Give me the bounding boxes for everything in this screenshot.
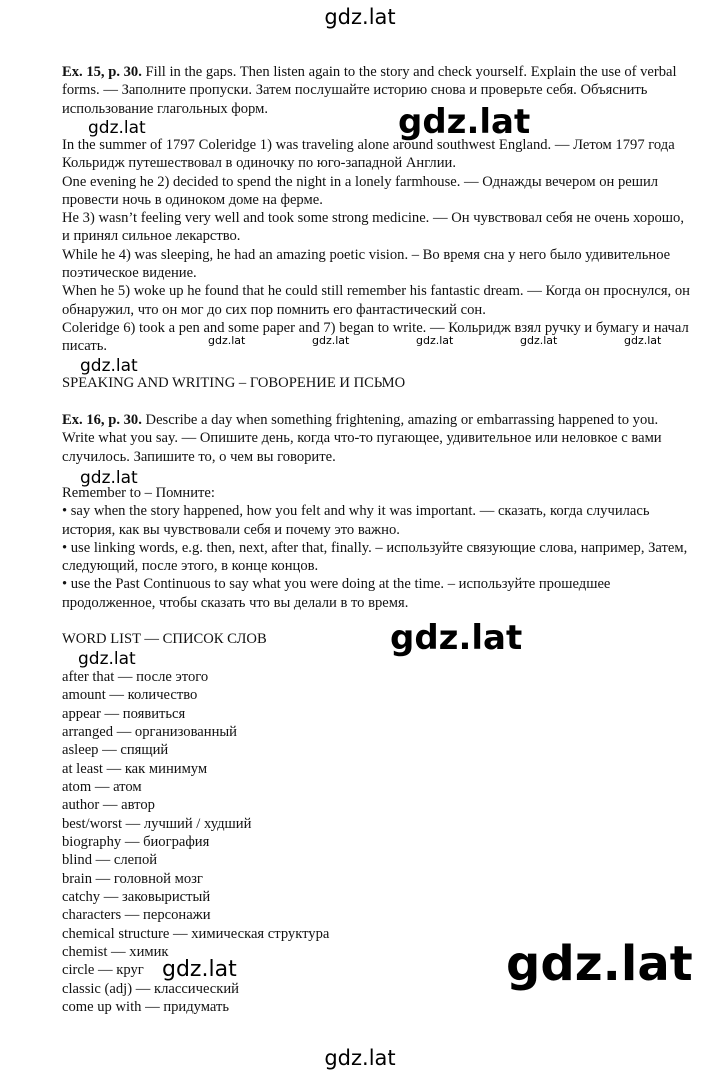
exercise-15-line: In the summer of 1797 Coleridge 1) was traveling alone around southwest England. — Летом 1797 года Кольридж путешествовал в одиночку по юго-западной Англии. [62,137,675,172]
remember-heading: Remember to – Помните: [62,485,215,501]
exercise-15-line: He 3) wasn’t feeling very well and took some strong medicine. — Он чувствовал себя не очень хорошо, и принял сильное лекарство. [62,210,684,245]
watermark-tiny: gdz.lat [624,334,662,347]
watermark-large: gdz.lat [398,102,531,142]
remember-bullet: • use linking words, e.g. then, next, after that, finally. – используйте связующие слова, например, Затем, следующий, после этого, в конце концов. [62,539,688,575]
word-list-item: chemist — химик [62,943,169,960]
word-list-heading: WORD LIST — СПИСОК СЛОВ [62,631,267,647]
exercise-15-line: One evening he 2) decided to spend the night in a lonely farmhouse. — Однажды вечером он решил провести ночь в одиноком доме на ферме. [62,173,659,208]
word-list-item: circle — круг [62,962,144,979]
exercise-15-instruction-text: Fill in the gaps. Then listen again to the story and check yourself. Explain the use of verbal forms. — Заполните пропуски. Затем послушайте историю снова и проверьте себя. Объяснить использование глагольных форм. [62,64,677,117]
remember-bullet: • say when the story happened, how you felt and why it was important. — сказать, когда случилась история, как вы чувствовали себя и почему это важно. [62,503,650,538]
watermark-tiny: gdz.lat [312,334,350,347]
watermark-top: gdz.lat [324,5,396,29]
word-list-item: best/worst — лучший / худший [62,815,252,832]
word-list-item: classic (adj) — классический [62,980,239,997]
exercise-16-instruction [62,411,692,466]
word-list-item: asleep — спящий [62,742,169,759]
word-list-item: after that — после этого [62,669,209,685]
word-list-item: amount — количество [62,687,198,704]
exercise-16-instruction-text: Describe a day when something frightening, amazing or embarrassing happened to you. Write what you say. — Опишите день, когда что-то пугающее, удивительное или неловкое с вами случилось. Запишите то, о чем вы говорите. [62,412,662,465]
watermark-small: gdz.lat [80,356,138,376]
remember-bullet: • use the Past Continuous to say what you were doing at the time. – используйте прошедшее продолженное, чтобы сказать что вы делали в то время. [62,576,611,611]
word-list-item: appear — появиться [62,705,186,722]
word-list-item: atom — атом [62,778,142,795]
watermark-large: gdz.lat [390,618,523,658]
watermark-extra-large: gdz.lat [506,936,693,992]
watermark-bottom: gdz.lat [324,1046,396,1070]
word-list-item: biography — биография [62,833,210,850]
exercise-16-label: Ex. 16, p. 30. [62,412,142,428]
exercise-15-line: Coleridge 6) took a pen and some paper and 7) began to write. — Кольридж взял ручку и бумагу и начал писать. [62,319,689,355]
watermark-tiny: gdz.lat [416,334,454,347]
watermark-medium: gdz.lat [162,957,237,982]
watermark-tiny: gdz.lat [520,334,558,347]
watermark-tiny: gdz.lat [208,334,246,347]
exercise-15-instruction [62,63,692,118]
word-list-item: author — автор [62,797,155,814]
exercise-15-lines [62,136,692,356]
watermark-small: gdz.lat [88,118,146,138]
exercise-16 [62,411,692,466]
watermark-small: gdz.lat [80,468,138,488]
word-list-item: brain — головной мозг [62,870,203,887]
word-list-item: blind — слепой [62,852,158,869]
word-list-item: chemical structure — химическая структура [62,925,330,942]
exercise-15-line: When he 5) woke up he found that he could still remember his fantastic dream. — Когда он проснулся, он обнаружил, что он мог до сих пор помнить его фантастический сон. [62,283,690,318]
exercise-16-remember [62,484,692,612]
exercise-15-line: While he 4) was sleeping, he had an amazing poetic vision. – Во время сна у него было удивительное поэтическое видение. [62,246,671,282]
watermark-small: gdz.lat [78,649,136,669]
word-list-item: at least — как минимум [62,760,208,777]
section-heading-speaking: SPEAKING AND WRITING – ГОВОРЕНИЕ И ПСЬМО [62,375,406,391]
exercise-15-label: Ex. 15, p. 30. [62,64,142,80]
word-list-item: come up with — придумать [62,998,230,1015]
word-list-item: characters — персонажи [62,907,211,924]
word-list-item: arranged — организованный [62,723,237,740]
exercise-15 [62,63,692,118]
word-list-item: catchy — заковыристый [62,888,211,905]
